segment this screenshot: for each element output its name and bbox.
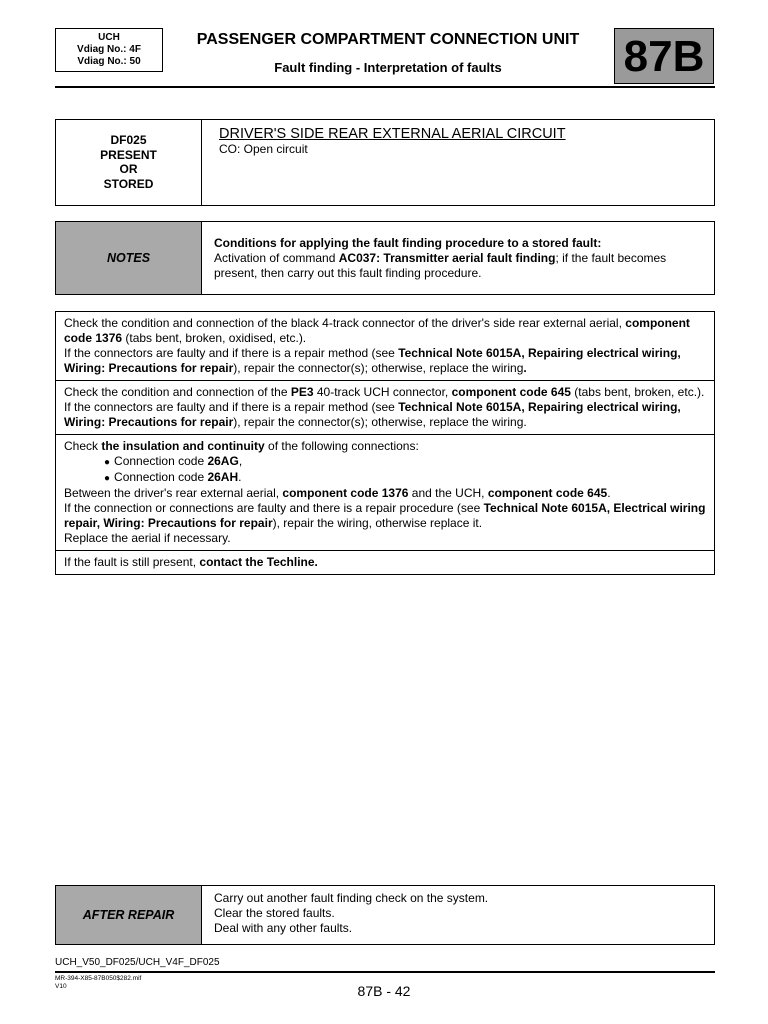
list-item-text: . (238, 470, 242, 484)
check-text: (tabs bent, broken, oxidised, etc.). (122, 331, 307, 345)
fault-status-cell (56, 120, 202, 205)
check-text: ), repair the connector(s); otherwise, replace the wiring. (233, 415, 527, 429)
after-repair-step-3: Deal with any other faults. (214, 921, 353, 935)
check-text: Replace the aerial if necessary. (64, 531, 231, 545)
after-repair-table (55, 885, 715, 945)
component-code: component code 645 (451, 385, 571, 399)
fault-state-or: OR (119, 162, 138, 176)
check-emphasis: the insulation and continuity (101, 439, 265, 453)
notes-text-1: Activation of command (214, 251, 339, 265)
list-item-text: , (238, 454, 243, 468)
page-subtitle: Fault finding - Interpretation of faults (274, 60, 502, 75)
list-item (104, 454, 706, 470)
techline-instruction: contact the Techline. (199, 555, 318, 569)
fault-description-cell (202, 120, 714, 205)
page-title: PASSENGER COMPARTMENT CONNECTION UNIT (196, 31, 580, 48)
notes-heading: Conditions for applying the fault finding procedure to a stored fault: (214, 236, 602, 250)
after-repair-step-1: Carry out another fault finding check on the system. (214, 891, 489, 905)
fault-title: DRIVER'S SIDE REAR EXTERNAL AERIAL CIRCUIT (219, 126, 566, 142)
check-text: If the connection or connections are faulty and there is a repair procedure (see (64, 501, 484, 515)
notes-label: NOTES (56, 222, 202, 294)
vehicle-info-box (55, 28, 163, 72)
check-text: ), repair the connector(s); otherwise, replace the wiring (233, 361, 524, 375)
check-text: If the fault is still present, (64, 555, 200, 569)
check-text: . (607, 486, 611, 500)
check-text: If the connectors are faulty and if there is a repair method (see (64, 346, 399, 360)
technical-note-ref: Technical Note 6015A, Repairing electrical wiring, Wiring: Precautions for repair (64, 400, 681, 429)
after-repair-step-2: Clear the stored faults. (214, 906, 335, 920)
connection-code: 26AG (207, 454, 239, 468)
notes-table (55, 221, 715, 295)
connection-code: 26AH (207, 470, 239, 484)
notes-content (202, 222, 714, 294)
file-ref-version: V10 (55, 982, 67, 990)
vdiag-label-2: Vdiag No.: 50 (77, 56, 141, 67)
unit-label: UCH (98, 32, 120, 43)
check-text: Check (64, 439, 102, 453)
notes-command: AC037: Transmitter aerial fault finding (338, 251, 556, 265)
check-text: Between the driver's rear external aerial, (64, 486, 283, 500)
fault-code: DF025 (110, 133, 147, 147)
check-text: (tabs bent, broken, etc.). (570, 385, 705, 399)
list-item (104, 470, 706, 486)
component-code: component code 1376 (64, 316, 690, 345)
check-text: of the following connections: (264, 439, 419, 453)
document-id: UCH_V50_DF025/UCH_V4F_DF025 (55, 957, 220, 968)
check-block-techline (56, 551, 714, 574)
fault-state-present: PRESENT (100, 147, 157, 162)
after-repair-label: AFTER REPAIR (56, 886, 202, 944)
list-item-text: Connection code (114, 470, 208, 484)
component-code: component code 645 (487, 486, 608, 500)
technical-note-ref: Technical Note 6015A, Electrical wiring repair, Wiring: Precautions for repair (64, 501, 706, 530)
connection-list (64, 454, 706, 486)
connector-code: PE3 (290, 385, 314, 399)
check-text: Check the condition and connection of the black 4-track connector of the driver's side rear external aerial, (64, 316, 626, 330)
list-item-text: Connection code (114, 454, 208, 468)
fault-co: CO: Open circuit (219, 142, 308, 156)
section-code-badge: 87B (614, 28, 714, 84)
technical-note-ref: Technical Note 6015A, Repairing electrical wiring, Wiring: Precautions for repair (64, 346, 681, 375)
check-text: . (523, 361, 527, 375)
file-ref-name: MR-394-X85-87B050$282.mif (55, 975, 142, 982)
header-divider (55, 86, 715, 88)
check-block-uch-connector (56, 381, 714, 435)
page-number: 87B - 42 (357, 983, 411, 999)
check-text: If the connectors are faulty and if there is a repair method (see (64, 400, 399, 414)
notes-body (214, 251, 704, 281)
component-code: component code 1376 (282, 486, 409, 500)
notes-text-2: ; if the fault becomes present, then carry out this fault finding procedure. (214, 251, 667, 280)
check-block-aerial-connector (56, 312, 714, 381)
fault-state-stored: STORED (103, 176, 154, 191)
check-text: Check the condition and connection of the (64, 385, 291, 399)
check-block-insulation (56, 435, 714, 551)
after-repair-content (202, 886, 714, 944)
check-text: ), repair the wiring, otherwise replace it. (272, 516, 483, 530)
check-text: and the UCH, (408, 486, 488, 500)
check-text: 40-track UCH connector, (313, 385, 452, 399)
file-reference (55, 975, 141, 990)
vdiag-label-1: Vdiag No.: 4F (77, 44, 141, 55)
footer-divider (55, 971, 715, 973)
fault-table (55, 119, 715, 206)
checks-table (55, 311, 715, 575)
